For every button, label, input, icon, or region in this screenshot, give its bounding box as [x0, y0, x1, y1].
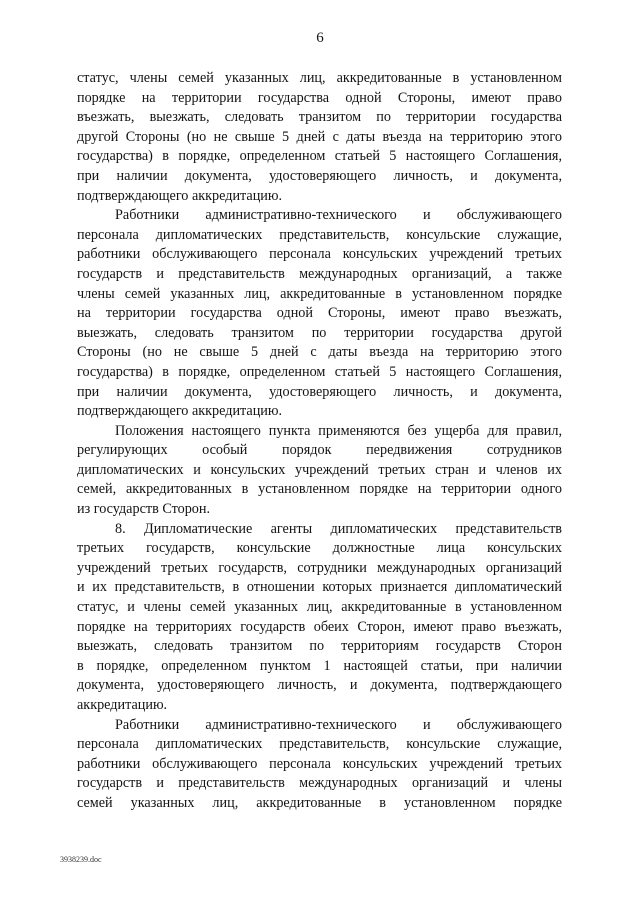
text-line: Стороны (но не свыше 5 дней с даты въезда на территорию этого — [77, 344, 562, 361]
text-line: члены семей указанных лиц, аккредитованные в установленном порядке — [77, 285, 562, 302]
text-line: аккредитацию. — [77, 697, 168, 713]
document-file-code: 3938239.doc — [60, 855, 102, 864]
text-line: из государств Сторон. — [77, 501, 211, 518]
text-line: работники обслуживающего персонала консульских учреждений третьих — [77, 246, 562, 263]
text-line: и их представительств, в отношении которых признается дипломатический — [77, 579, 562, 596]
text-line: третьих государств, консульские должностные лица консульских — [77, 540, 562, 557]
document-body — [77, 69, 562, 814]
text-line: государств и представительств международных организаций, а также — [77, 265, 562, 282]
text-line: государства) в порядке, определенном статьей 5 настоящего Соглашения, — [77, 363, 562, 380]
text-line: въезжать, выезжать, следовать транзитом по территории государства — [77, 109, 562, 126]
page-number: 6 — [316, 30, 324, 46]
text-line: дипломатических и консульских учреждений третьих стран и членов их — [77, 461, 562, 478]
text-line: государства) в порядке, определенном статьей 5 настоящего Соглашения, — [77, 148, 562, 165]
text-line: регулирующих особый порядок передвижения сотрудников — [77, 442, 562, 459]
text-line: порядке на территориях государств обеих Сторон, имеют право въезжать, — [77, 618, 562, 635]
text-line: подтверждающего аккредитацию. — [77, 403, 283, 420]
text-line: работники обслуживающего персонала консульских учреждений третьих — [77, 755, 562, 772]
text-line: при наличии документа, удостоверяющего личность, и документа, — [77, 167, 562, 184]
text-line: порядке на территории государства одной Стороны, имеют право — [77, 89, 562, 106]
text-line: государств и представительств международных организаций и члены — [77, 775, 562, 792]
text-line: выезжать, следовать транзитом по территории государства другой — [77, 324, 562, 341]
text-line: выезжать, следовать транзитом по территориям государств Сторон — [77, 638, 562, 655]
paragraph-first-line: Работники административно-технического и обслуживающего — [115, 207, 562, 224]
text-line: статус, члены семей указанных лиц, аккредитованные в установленном — [77, 70, 562, 86]
text-line: другой Стороны (но не свыше 5 дней с даты въезда на территорию этого — [77, 128, 562, 145]
paragraph-first-line: 8. Дипломатические агенты дипломатических представительств — [115, 520, 562, 537]
text-line: документа, удостоверяющего личность, и документа, подтверждающего — [77, 677, 562, 694]
text-line: подтверждающего аккредитацию. — [77, 187, 283, 204]
text-line: семей указанных лиц, аккредитованные в установленном порядке — [77, 794, 562, 811]
text-line: в порядке, определенном пунктом 1 настоящей статьи, при наличии — [77, 657, 562, 674]
text-line: персонала дипломатических представительств, консульские служащие, — [77, 736, 562, 753]
text-line: на территории государства одной Стороны, имеют право въезжать, — [77, 305, 562, 322]
text-line: семей, аккредитованных в установленном порядке на территории одного — [77, 481, 562, 498]
text-line: статус, и члены семей указанных лиц, аккредитованные в установленном — [77, 599, 562, 616]
paragraph-first-line: Работники административно-технического и обслуживающего — [115, 716, 562, 733]
text-line: при наличии документа, удостоверяющего личность, и документа, — [77, 383, 562, 400]
text-line: учреждений третьих государств, сотрудники международных организаций — [77, 559, 562, 576]
text-line: персонала дипломатических представительств, консульские служащие, — [77, 226, 562, 243]
paragraph-first-line: Положения настоящего пункта применяются без ущерба для правил, — [115, 422, 562, 439]
